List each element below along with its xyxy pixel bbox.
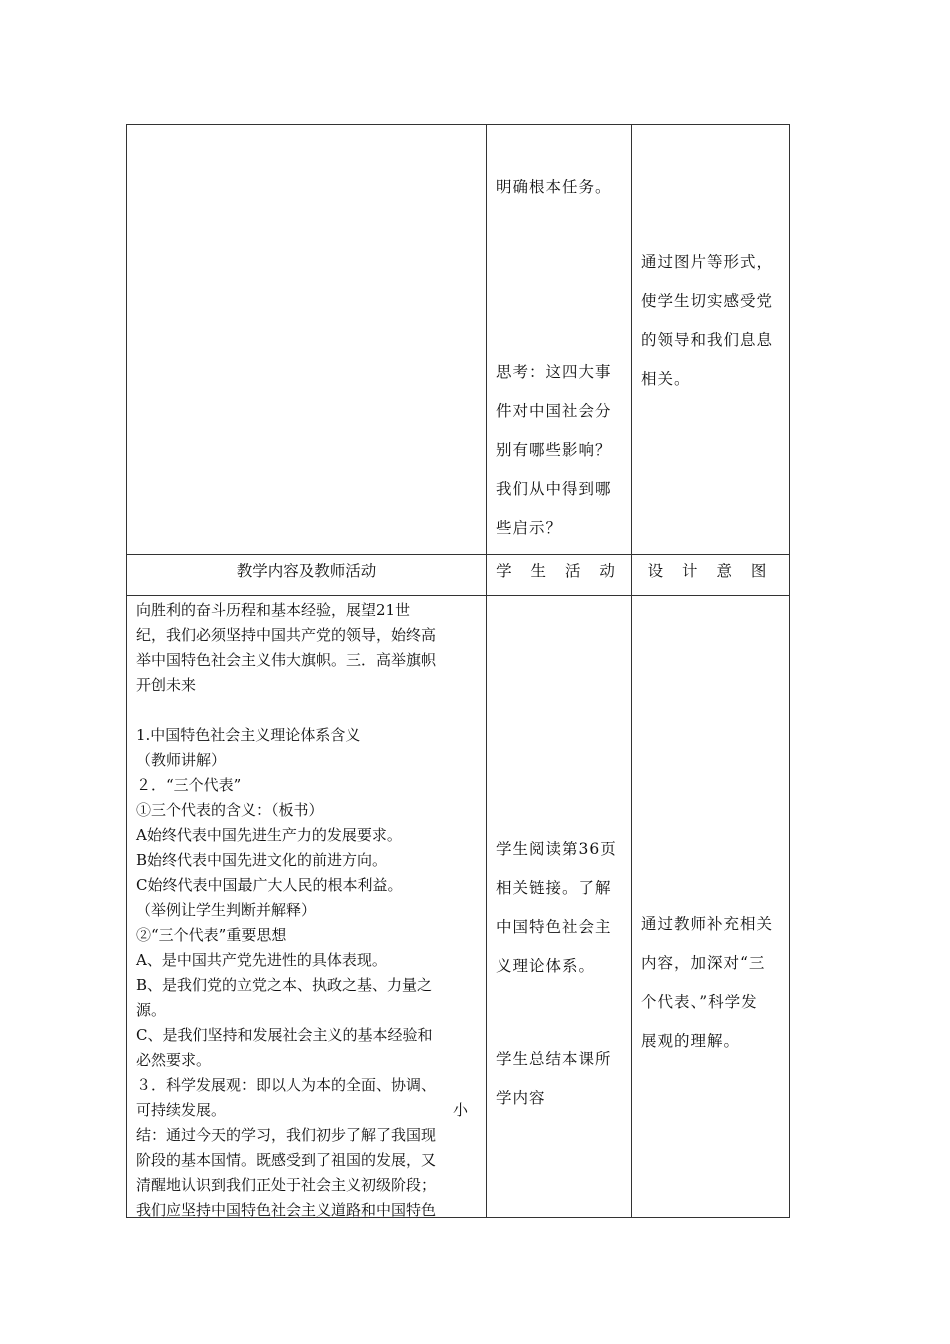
intent-line: 展观的理解。 <box>641 1032 741 1050</box>
student-reading-activity <box>496 830 630 986</box>
text-line: （教师讲解） <box>136 751 227 769</box>
teaching-content-cell <box>136 598 482 1223</box>
text-line: 结：通过今天的学习，我们初步了解了我国现 <box>136 1126 437 1144</box>
student-summary-activity <box>496 1040 630 1118</box>
summary-paragraph <box>136 1123 482 1223</box>
top-row-intent-cell <box>641 243 787 399</box>
task-line: 明确根本任务。 <box>496 178 612 196</box>
text-line: （举例让学生判断并解释） <box>136 901 317 919</box>
text-line: ３．科学发展观：即以人为本的全面、协调、 <box>136 1076 437 1094</box>
table-border-right <box>789 124 790 1218</box>
text-line: 清醒地认识到我们正处于社会主义初级阶段； <box>136 1176 437 1194</box>
intent-line: 使学生切实感受党 <box>641 292 774 310</box>
text-line: 我们应坚持中国特色社会主义道路和中国特色 <box>136 1201 437 1219</box>
intent-line: 通过教师补充相关 <box>641 915 774 933</box>
text-line: 必然要求。 <box>136 1051 212 1069</box>
table-border-left <box>126 124 127 1218</box>
intent-line: 的领导和我们息息 <box>641 331 774 349</box>
text-line: 源。 <box>136 1001 167 1019</box>
think-line: 别有哪些影响？ <box>496 441 612 459</box>
text-line: 向胜利的奋斗历程和基本经验，展望21世 <box>136 601 411 619</box>
activity-line: 中国特色社会主 <box>496 918 612 936</box>
header-teaching-content: 教学内容及教师活动 <box>236 562 377 580</box>
text-line-split <box>136 1098 482 1123</box>
intro-paragraph <box>136 598 482 698</box>
text-line: 开创未来 <box>136 676 197 694</box>
header-row-top-border <box>126 554 790 555</box>
intent-line: 个代表、”科学发 <box>641 993 758 1011</box>
text-fragment: 小 <box>452 1101 468 1119</box>
think-line: 些启示？ <box>496 519 563 537</box>
think-question <box>496 353 628 548</box>
text-line: ２．“三个代表” <box>136 776 242 794</box>
intent-line: 内容，加深对“三 <box>641 954 766 972</box>
intent-line: 通过图片等形式， <box>641 253 774 271</box>
design-intent-cell <box>641 905 787 1061</box>
text-line: 阶段的基本国情。既感受到了祖国的发展，又 <box>136 1151 437 1169</box>
content-outline <box>136 723 482 1123</box>
think-line: 思考：这四大事 <box>496 363 612 381</box>
text-fragment: 可持续发展。 <box>136 1101 227 1119</box>
text-line: A、是中国共产党先进性的具体表现。 <box>136 951 387 969</box>
text-line: C、是我们坚持和发展社会主义的基本经验和 <box>136 1026 433 1044</box>
activity-line: 学内容 <box>496 1089 546 1107</box>
intent-line: 相关。 <box>641 370 691 388</box>
spacer <box>136 698 482 723</box>
table-border-top <box>126 124 790 125</box>
header-row-bottom-border <box>126 595 790 596</box>
column-divider-1 <box>486 124 487 1218</box>
activity-line: 相关链接。了解 <box>496 879 612 897</box>
header-design-intent: 设 计 意 图 <box>647 562 774 580</box>
text-line: A始终代表中国先进生产力的发展要求。 <box>136 826 402 844</box>
activity-line: 学生总结本课所 <box>496 1050 612 1068</box>
text-line: ②“三个代表”重要思想 <box>136 926 287 944</box>
think-line: 我们从中得到哪 <box>496 480 612 498</box>
text-line: B、是我们党的立党之本、执政之基、力量之 <box>136 976 433 994</box>
text-line: ①三个代表的含义：（板书） <box>136 801 324 819</box>
top-row-student-cell <box>496 168 628 207</box>
text-line: 举中国特色社会主义伟大旗帜。三．高举旗帜 <box>136 651 437 669</box>
activity-line: 义理论体系。 <box>496 957 596 975</box>
lesson-plan-table <box>126 124 790 1218</box>
text-line: B始终代表中国先进文化的前进方向。 <box>136 851 388 869</box>
text-line: 纪，我们必须坚持中国共产党的领导，始终高 <box>136 626 437 644</box>
text-line: C始终代表中国最广大人民的根本利益。 <box>136 876 403 894</box>
header-student-activity: 学 生 活 动 <box>496 562 622 580</box>
think-line: 件对中国社会分 <box>496 402 612 420</box>
column-divider-2 <box>631 124 632 1218</box>
activity-line: 学生阅读第36页 <box>496 840 617 858</box>
text-line: 1.中国特色社会主义理论体系含义 <box>136 726 361 744</box>
